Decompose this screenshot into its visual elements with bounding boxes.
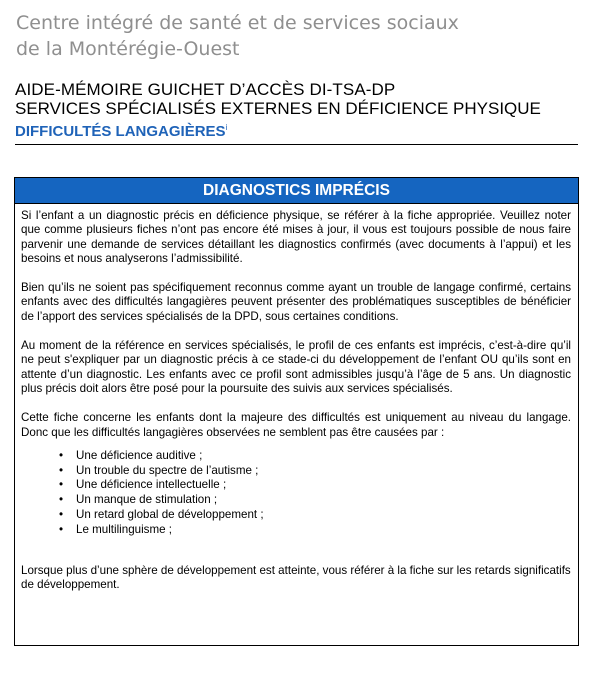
header-divider — [15, 144, 578, 145]
organization-name — [16, 10, 576, 62]
paragraph-3: Au moment de la référence en services spécialisés, le profil de ces enfants est imprécis, c’est-à-dire qu’il ne peut s'expliquer par un diagnostic précis à ce stade-ci du développement de l’enfant OU qu’ils sont en attente d’un diagnostic. Les enfants avec ce profil sont admissibles jusqu’à l’âge de 5 ans. Un diagnostic plus précis doit alors être posé pour la poursuite des suivis aux services spécialisés. — [21, 339, 571, 395]
section-content — [15, 204, 578, 592]
organization-line-2: de la Montérégie-Ouest — [16, 38, 240, 60]
paragraph-4: Cette fiche concerne les enfants dont la majeure des difficultés est uniquement au niveau du langage. Donc que les difficultés langagières observées ne semblent pas être causées par : — [21, 411, 571, 439]
topic-label: DIFFICULTÉS LANGAGIÈRES — [15, 123, 226, 140]
exclusion-list — [21, 449, 571, 538]
section-title: DIAGNOSTICS IMPRÉCIS — [15, 178, 578, 204]
list-item: • Une déficience auditive ; — [76, 449, 571, 464]
document-topic — [15, 118, 578, 141]
document-title: AIDE-MÉMOIRE GUICHET D’ACCÈS DI-TSA-DP — [15, 80, 396, 99]
document-header — [15, 80, 578, 141]
list-item: • Un retard global de développement ; — [76, 508, 571, 523]
list-item: • Un trouble du spectre de l’autisme ; — [76, 464, 571, 479]
paragraph-2: Bien qu’ils ne soient pas spécifiquement reconnus comme ayant un trouble de langage confirmé, certains enfants avec des difficultés langagières peuvent présenter des problématiques susceptibles de bénéficier de l’apport des services spécialisés de la DPD, sous certaines conditions. — [21, 281, 571, 323]
section-box — [14, 177, 579, 646]
paragraph-1: Si l’enfant a un diagnostic précis en déficience physique, se référer à la fiche appropriée. Veuillez noter que comme plusieurs fiches n’ont pas encore été mises à jour, il vous est toujours possible de nous faire parvenir une demande de services détaillant les diagnostics confirmés (avec documents à l’appui) et les besoins et nous analyserons l’admissibilité. — [21, 209, 571, 265]
list-item: • Un manque de stimulation ; — [76, 493, 571, 508]
list-item: • Une déficience intellectuelle ; — [76, 478, 571, 493]
organization-line-1: Centre intégré de santé et de services sociaux — [16, 12, 459, 34]
topic-marker: i — [225, 123, 228, 132]
document-subtitle: SERVICES SPÉCIALISÉS EXTERNES EN DÉFICIENCE PHYSIQUE — [15, 99, 541, 118]
closing-paragraph: Lorsque plus d’une sphère de développement est atteinte, vous référer à la fiche sur les retards significatifs de développement. — [21, 563, 571, 591]
list-item: • Le multilinguisme ; — [76, 523, 571, 538]
